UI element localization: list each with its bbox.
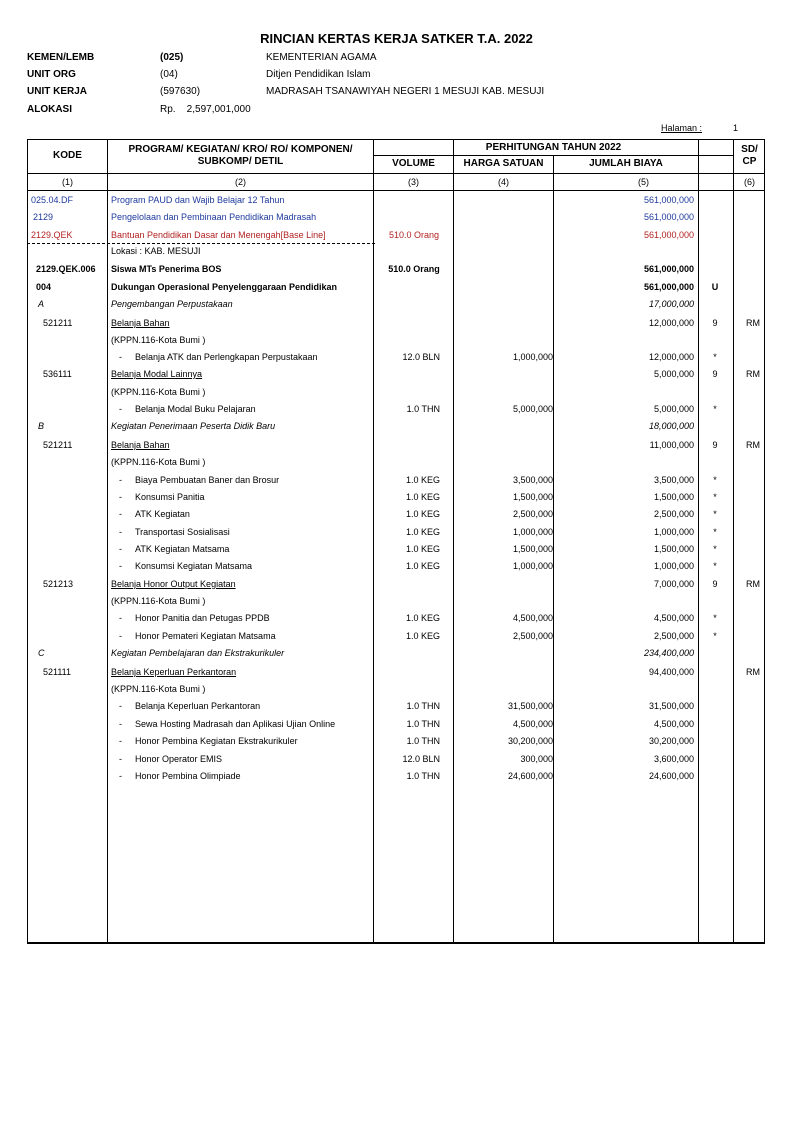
table-row <box>0 752 793 769</box>
row-volume: 1.0 KEG <box>405 613 440 623</box>
table-row <box>0 244 793 261</box>
row-sd: 9 <box>712 440 718 450</box>
row-cp: RM <box>746 579 760 589</box>
row-program: Honor Pemateri Kegiatan Matsama <box>135 631 276 641</box>
table-row <box>0 665 793 682</box>
table-row <box>0 594 793 611</box>
colnum-5: (5) <box>638 177 649 187</box>
row-program: ATK Kegiatan <box>135 509 190 519</box>
row-dash: - <box>119 352 122 362</box>
row-dash: - <box>119 719 122 729</box>
row-program: (KPPN.116-Kota Bumi ) <box>111 596 206 606</box>
row-kode: 521213 <box>43 579 74 589</box>
header-perhitungan: PERHITUNGAN TAHUN 2022 <box>485 142 622 153</box>
row-program: Dukungan Operasional Penyelenggaraan Pendidikan <box>111 282 338 292</box>
row-kode: B <box>38 421 45 431</box>
colnum-4: (4) <box>498 177 509 187</box>
row-jumlah: 234,400,000 <box>643 648 694 658</box>
row-jumlah: 561,000,000 <box>643 212 694 222</box>
table-row <box>0 419 793 436</box>
row-program: Kegiatan Penerimaan Peserta Didik Baru <box>111 421 276 431</box>
colnum-3: (3) <box>408 177 419 187</box>
table-row <box>0 646 793 663</box>
table-row <box>0 769 793 786</box>
row-harga: 2,500,000 <box>512 509 553 519</box>
row-program: Belanja Bahan <box>111 318 170 328</box>
header-harga-satuan: HARGA SATUAN <box>463 158 544 169</box>
table-row <box>0 262 793 279</box>
row-volume: 1.0 THN <box>406 404 440 414</box>
row-program: Program PAUD dan Wajib Belajar 12 Tahun <box>111 195 285 205</box>
row-volume: 1.0 THN <box>406 736 440 746</box>
row-program: Konsumsi Panitia <box>135 492 205 502</box>
header-label-unit-org: UNIT ORG <box>27 69 76 80</box>
row-cp: RM <box>746 667 760 677</box>
row-dash: - <box>119 771 122 781</box>
row-dash: - <box>119 544 122 554</box>
row-sd: * <box>713 352 717 362</box>
row-dash: - <box>119 754 122 764</box>
row-program: Honor Pembina Olimpiade <box>135 771 241 781</box>
row-jumlah: 7,000,000 <box>653 579 694 589</box>
row-harga: 4,500,000 <box>512 719 553 729</box>
row-volume: 1.0 KEG <box>405 492 440 502</box>
row-harga: 300,000 <box>520 754 553 764</box>
table-row <box>0 385 793 402</box>
row-cp: RM <box>746 440 760 450</box>
row-program: Honor Operator EMIS <box>135 754 223 764</box>
row-jumlah: 30,200,000 <box>648 736 694 746</box>
row-program: ATK Kegiatan Matsama <box>135 544 230 554</box>
row-volume: 1.0 KEG <box>405 509 440 519</box>
row-program: Belanja ATK dan Perlengkapan Perpustakaan <box>135 352 318 362</box>
row-program: (KPPN.116-Kota Bumi ) <box>111 684 206 694</box>
table-row <box>0 577 793 594</box>
row-harga: 1,000,000 <box>512 527 553 537</box>
row-jumlah: 561,000,000 <box>643 282 694 292</box>
table-row <box>0 473 793 490</box>
row-jumlah: 12,000,000 <box>648 318 694 328</box>
header-value-unit-kerja: MADRASAH TSANAWIYAH NEGERI 1 MESUJI KAB. MESUJI <box>266 86 545 97</box>
header-program-line2: SUBKOMP/ DETIL <box>197 156 284 167</box>
table-row <box>0 280 793 297</box>
row-program: Konsumsi Kegiatan Matsama <box>135 561 253 571</box>
row-volume: 1.0 KEG <box>405 561 440 571</box>
table-row <box>0 333 793 350</box>
row-dash: - <box>119 404 122 414</box>
row-harga: 1,000,000 <box>512 561 553 571</box>
table-row <box>0 438 793 455</box>
row-volume: 510.0 Orang <box>388 230 440 240</box>
row-harga: 1,000,000 <box>512 352 553 362</box>
table-row <box>0 455 793 472</box>
document-title: RINCIAN KERTAS KERJA SATKER T.A. 2022 <box>260 31 533 46</box>
header-code-kemen: (025) <box>160 52 184 63</box>
row-jumlah: 1,500,000 <box>653 544 694 554</box>
row-volume: 1.0 KEG <box>405 475 440 485</box>
row-program: Belanja Honor Output Kegiatan <box>111 579 236 589</box>
row-jumlah: 31,500,000 <box>648 701 694 711</box>
row-dash: - <box>119 475 122 485</box>
row-sd: * <box>713 527 717 537</box>
row-sd: * <box>713 475 717 485</box>
row-program: Kegiatan Pembelajaran dan Ekstrakurikuler <box>111 648 285 658</box>
row-jumlah: 5,000,000 <box>653 369 694 379</box>
row-program: (KPPN.116-Kota Bumi ) <box>111 335 206 345</box>
row-dash: - <box>119 509 122 519</box>
row-lokasi: Lokasi : KAB. MESUJI <box>111 246 201 256</box>
table-row <box>0 507 793 524</box>
row-harga: 1,500,000 <box>512 544 553 554</box>
row-kode: 2129 <box>33 212 54 222</box>
row-kode: 521211 <box>43 318 73 328</box>
colnum-2: (2) <box>235 177 246 187</box>
table-row <box>0 525 793 542</box>
header-label-kemen: KEMEN/LEMB <box>27 52 95 63</box>
row-volume: 12.0 BLN <box>402 754 440 764</box>
table-row <box>0 611 793 628</box>
row-jumlah: 561,000,000 <box>643 195 694 205</box>
row-jumlah: 2,500,000 <box>653 631 694 641</box>
table-row <box>0 297 793 314</box>
row-sd: * <box>713 544 717 554</box>
row-jumlah: 3,600,000 <box>653 754 694 764</box>
header-value-alokasi: Rp. 2,597,001,000 <box>160 104 251 115</box>
row-jumlah: 94,400,000 <box>648 667 694 677</box>
row-volume: 510.0 Orang <box>388 264 440 274</box>
row-harga: 24,600,000 <box>507 771 553 781</box>
row-program: Pengembangan Perpustakaan <box>111 299 233 309</box>
row-cp: RM <box>746 369 760 379</box>
row-jumlah: 18,000,000 <box>648 421 694 431</box>
table-bottom-double-line <box>27 943 765 944</box>
row-sd: * <box>713 631 717 641</box>
table-row <box>0 210 793 227</box>
header-program-line1: PROGRAM/ KEGIATAN/ KRO/ RO/ KOMPONEN/ <box>128 144 353 155</box>
row-sd: * <box>713 613 717 623</box>
row-kode: 521211 <box>43 440 73 450</box>
row-kode: 025.04.DF <box>31 195 74 205</box>
row-dash: - <box>119 631 122 641</box>
row-sd: * <box>713 404 717 414</box>
header-subdivider <box>373 155 733 156</box>
row-harga: 31,500,000 <box>507 701 553 711</box>
row-harga: 4,500,000 <box>512 613 553 623</box>
row-harga: 3,500,000 <box>512 475 553 485</box>
table-row <box>0 316 793 333</box>
table-row <box>0 350 793 367</box>
row-program: Biaya Pembuatan Baner dan Brosur <box>135 475 280 485</box>
row-volume: 1.0 KEG <box>405 631 440 641</box>
halaman-label: Halaman : <box>661 123 703 133</box>
row-sd: 9 <box>712 318 718 328</box>
row-sd: U <box>711 282 719 292</box>
row-dash: - <box>119 492 122 502</box>
row-jumlah: 561,000,000 <box>643 264 694 274</box>
row-program: Belanja Keperluan Perkantoran <box>135 701 261 711</box>
row-program: Belanja Modal Buku Pelajaran <box>135 404 256 414</box>
row-jumlah: 1,000,000 <box>653 561 694 571</box>
table-row <box>0 682 793 699</box>
row-program: Belanja Keperluan Perkantoran <box>111 667 237 677</box>
row-jumlah: 1,000,000 <box>653 527 694 537</box>
row-jumlah: 2,500,000 <box>653 509 694 519</box>
row-program: Bantuan Pendidikan Dasar dan Menengah[Base Line] <box>111 230 326 240</box>
row-harga: 30,200,000 <box>507 736 553 746</box>
halaman-number: 1 <box>733 123 739 133</box>
row-volume: 1.0 THN <box>406 701 440 711</box>
row-sd: * <box>713 492 717 502</box>
row-program: (KPPN.116-Kota Bumi ) <box>111 387 206 397</box>
row-program: Belanja Modal Lainnya <box>111 369 203 379</box>
header-kode: KODE <box>53 150 82 161</box>
header-volume: VOLUME <box>392 158 435 169</box>
row-sd: 9 <box>712 579 718 589</box>
row-kode: 2129.QEK <box>31 230 73 240</box>
header-value-kemen: KEMENTERIAN AGAMA <box>266 52 377 63</box>
header-label-unit-kerja: UNIT KERJA <box>27 86 88 97</box>
row-sd: * <box>713 509 717 519</box>
row-dash: - <box>119 527 122 537</box>
table-row <box>0 367 793 384</box>
row-kode: 536111 <box>43 369 72 379</box>
row-jumlah: 24,600,000 <box>648 771 694 781</box>
table-row <box>0 193 793 210</box>
table-row <box>0 734 793 751</box>
table-row <box>0 717 793 734</box>
row-jumlah: 4,500,000 <box>653 719 694 729</box>
row-sd: 9 <box>712 369 718 379</box>
row-dash: - <box>119 613 122 623</box>
row-kode: 004 <box>36 282 52 292</box>
header-cp: CP <box>742 156 757 167</box>
row-jumlah: 3,500,000 <box>653 475 694 485</box>
row-kode: 2129.QEK.006 <box>36 264 96 274</box>
row-dash: - <box>119 736 122 746</box>
row-jumlah: 5,000,000 <box>653 404 694 414</box>
row-jumlah: 17,000,000 <box>648 299 694 309</box>
row-dash: - <box>119 561 122 571</box>
row-kode: 521111 <box>43 667 72 677</box>
colnum-bottom-line <box>27 190 765 191</box>
colnum-1: (1) <box>62 177 73 187</box>
row-program: Transportasi Sosialisasi <box>135 527 230 537</box>
row-cp: RM <box>746 318 760 328</box>
row-harga: 1,500,000 <box>512 492 553 502</box>
header-label-alokasi: ALOKASI <box>27 104 72 115</box>
table-row <box>0 629 793 646</box>
row-volume: 1.0 KEG <box>405 544 440 554</box>
row-harga: 2,500,000 <box>512 631 553 641</box>
header-value-unit-org: Ditjen Pendidikan Islam <box>266 69 371 80</box>
row-jumlah: 12,000,000 <box>648 352 694 362</box>
colnum-6: (6) <box>744 177 755 187</box>
table-row <box>0 402 793 419</box>
row-volume: 1.0 THN <box>406 719 440 729</box>
row-jumlah: 11,000,000 <box>649 440 694 450</box>
row-program: Belanja Bahan <box>111 440 170 450</box>
row-jumlah: 561,000,000 <box>643 230 694 240</box>
row-program: Sewa Hosting Madrasah dan Aplikasi Ujian Online <box>135 719 336 729</box>
header-sd: SD/ <box>741 144 758 155</box>
row-volume: 1.0 THN <box>406 771 440 781</box>
table-row <box>0 490 793 507</box>
table-row <box>0 542 793 559</box>
row-harga: 5,000,000 <box>512 404 553 414</box>
header-jumlah-biaya: JUMLAH BIAYA <box>589 158 663 169</box>
row-program: (KPPN.116-Kota Bumi ) <box>111 457 206 467</box>
row-program: Honor Pembina Kegiatan Ekstrakurikuler <box>135 736 298 746</box>
row-kode: C <box>38 648 45 658</box>
row-jumlah: 4,500,000 <box>653 613 694 623</box>
row-jumlah: 1,500,000 <box>653 492 694 502</box>
row-sd: * <box>713 561 717 571</box>
row-volume: 1.0 KEG <box>405 527 440 537</box>
header-code-unit-kerja: (597630) <box>160 86 201 97</box>
table-row <box>0 699 793 716</box>
header-code-unit-org: (04) <box>160 69 178 80</box>
row-volume: 12.0 BLN <box>402 352 440 362</box>
row-program: Pengelolaan dan Pembinaan Pendidikan Madrasah <box>111 212 317 222</box>
row-program: Honor Panitia dan Petugas PPDB <box>135 613 270 623</box>
header-bottom-line <box>27 173 765 174</box>
row-program: Siswa MTs Penerima BOS <box>111 264 222 274</box>
row-kode: A <box>38 299 45 309</box>
table-row <box>0 559 793 576</box>
row-dash: - <box>119 701 122 711</box>
